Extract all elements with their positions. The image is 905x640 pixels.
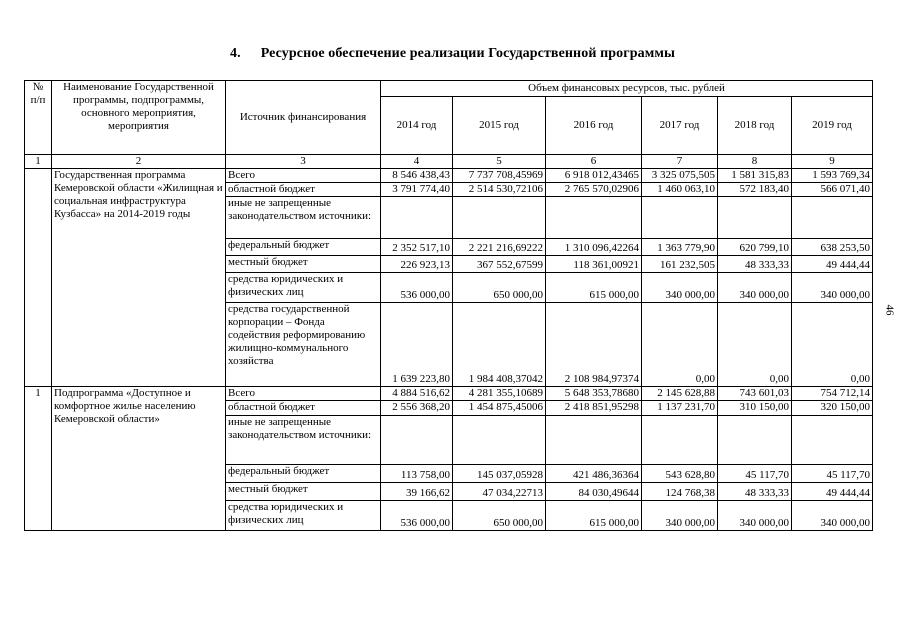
amount-cell: 367 552,67599	[453, 256, 546, 273]
funding-source: федеральный бюджет	[226, 239, 381, 256]
amount-cell: 84 030,49644	[546, 483, 642, 501]
amount-cell: 2 765 570,02906	[546, 183, 642, 197]
funding-source: местный бюджет	[226, 256, 381, 273]
column-index-2: 3	[226, 155, 381, 169]
resource-table	[24, 80, 873, 531]
amount-cell: 226 923,13	[381, 256, 453, 273]
funding-source: средства юридических и физических лиц	[226, 501, 381, 531]
amount-cell: 650 000,00	[453, 501, 546, 531]
amount-cell: 1 593 769,34	[792, 169, 873, 183]
amount-cell: 7 737 708,45969	[453, 169, 546, 183]
header-year-0: 2014 год	[381, 97, 453, 155]
amount-cell	[381, 197, 453, 239]
amount-cell: 1 984 408,37042	[453, 303, 546, 387]
amount-cell	[792, 197, 873, 239]
header-source: Источник финансирования	[226, 81, 381, 155]
amount-cell: 47 034,22713	[453, 483, 546, 501]
amount-cell: 145 037,05928	[453, 465, 546, 483]
amount-cell: 2 352 517,10	[381, 239, 453, 256]
amount-cell: 6 918 012,43465	[546, 169, 642, 183]
amount-cell: 572 183,40	[718, 183, 792, 197]
column-index-8: 9	[792, 155, 873, 169]
amount-cell	[381, 416, 453, 465]
amount-cell: 320 150,00	[792, 401, 873, 416]
amount-cell	[546, 197, 642, 239]
amount-cell	[642, 197, 718, 239]
amount-cell: 310 150,00	[718, 401, 792, 416]
header-year-1: 2015 год	[453, 97, 546, 155]
amount-cell: 118 361,00921	[546, 256, 642, 273]
amount-cell: 2 418 851,95298	[546, 401, 642, 416]
amount-cell: 620 799,10	[718, 239, 792, 256]
amount-cell: 340 000,00	[792, 273, 873, 303]
amount-cell: 536 000,00	[381, 501, 453, 531]
column-index-1: 2	[52, 155, 226, 169]
funding-source: областной бюджет	[226, 401, 381, 416]
program-number	[25, 169, 52, 387]
amount-cell: 638 253,50	[792, 239, 873, 256]
amount-cell	[546, 416, 642, 465]
header-year-5: 2019 год	[792, 97, 873, 155]
amount-cell: 2 556 368,20	[381, 401, 453, 416]
header-year-4: 2018 год	[718, 97, 792, 155]
subprogram-number: 1	[25, 387, 52, 531]
amount-cell: 49 444,44	[792, 256, 873, 273]
amount-cell: 754 712,14	[792, 387, 873, 401]
amount-cell: 0,00	[718, 303, 792, 387]
column-index-5: 6	[546, 155, 642, 169]
table-row	[25, 387, 873, 401]
amount-cell: 340 000,00	[642, 273, 718, 303]
amount-cell: 4 884 516,62	[381, 387, 453, 401]
amount-cell	[718, 197, 792, 239]
amount-cell: 0,00	[792, 303, 873, 387]
amount-cell: 615 000,00	[546, 501, 642, 531]
amount-cell: 2 145 628,88	[642, 387, 718, 401]
amount-cell: 421 486,36364	[546, 465, 642, 483]
amount-cell: 1 363 779,90	[642, 239, 718, 256]
amount-cell: 2 221 216,69222	[453, 239, 546, 256]
section-number: 4.	[230, 46, 241, 61]
program-name: Государственная программа Кемеровской области «Жилищная и социальная инфраструктура Кузбасса» на 2014-2019 годы	[52, 169, 226, 387]
amount-cell: 543 628,80	[642, 465, 718, 483]
funding-source: Всего	[226, 387, 381, 401]
amount-cell: 161 232,505	[642, 256, 718, 273]
amount-cell: 0,00	[642, 303, 718, 387]
table-row	[25, 169, 873, 183]
header-year-3: 2017 год	[642, 97, 718, 155]
amount-cell: 45 117,70	[718, 465, 792, 483]
amount-cell: 48 333,33	[718, 483, 792, 501]
funding-source: федеральный бюджет	[226, 465, 381, 483]
amount-cell: 566 071,40	[792, 183, 873, 197]
funding-source: Всего	[226, 169, 381, 183]
column-index-4: 5	[453, 155, 546, 169]
amount-cell: 2 108 984,97374	[546, 303, 642, 387]
amount-cell	[718, 416, 792, 465]
amount-cell: 45 117,70	[792, 465, 873, 483]
amount-cell: 1 460 063,10	[642, 183, 718, 197]
header-num: № п/п	[25, 81, 52, 155]
funding-source: местный бюджет	[226, 483, 381, 501]
column-index-6: 7	[642, 155, 718, 169]
amount-cell	[453, 416, 546, 465]
amount-cell: 1 454 875,45006	[453, 401, 546, 416]
amount-cell: 1 581 315,83	[718, 169, 792, 183]
amount-cell: 4 281 355,10689	[453, 387, 546, 401]
amount-cell: 124 768,38	[642, 483, 718, 501]
column-index-0: 1	[25, 155, 52, 169]
amount-cell: 1 137 231,70	[642, 401, 718, 416]
section-title	[0, 46, 905, 62]
funding-source: иные не запрещенные законодательством источники:	[226, 416, 381, 465]
column-index-3: 4	[381, 155, 453, 169]
amount-cell: 650 000,00	[453, 273, 546, 303]
header-volume: Объем финансовых ресурсов, тыс. рублей	[381, 81, 873, 97]
amount-cell: 3 325 075,505	[642, 169, 718, 183]
amount-cell: 48 333,33	[718, 256, 792, 273]
subprogram-name: Подпрограмма «Доступное и комфортное жилье населению Кемеровской области»	[52, 387, 226, 531]
header-year-2: 2016 год	[546, 97, 642, 155]
amount-cell: 340 000,00	[718, 501, 792, 531]
amount-cell: 536 000,00	[381, 273, 453, 303]
section-title-text: Ресурсное обеспечение реализации Государственной программы	[260, 46, 675, 61]
amount-cell: 340 000,00	[792, 501, 873, 531]
amount-cell	[453, 197, 546, 239]
amount-cell	[792, 416, 873, 465]
funding-source: областной бюджет	[226, 183, 381, 197]
amount-cell: 39 166,62	[381, 483, 453, 501]
amount-cell: 2 514 530,72106	[453, 183, 546, 197]
amount-cell: 49 444,44	[792, 483, 873, 501]
funding-source: средства государственной корпорации – Фонда содействия реформированию жилищно-коммунального хозяйства	[226, 303, 381, 387]
amount-cell: 1 310 096,42264	[546, 239, 642, 256]
amount-cell: 113 758,00	[381, 465, 453, 483]
amount-cell: 340 000,00	[642, 501, 718, 531]
header-name: Наименование Государственной программы, подпрограммы, основного мероприятия, мероприятия	[52, 81, 226, 155]
amount-cell: 1 639 223,80	[381, 303, 453, 387]
column-index-7: 8	[718, 155, 792, 169]
amount-cell: 743 601,03	[718, 387, 792, 401]
funding-source: средства юридических и физических лиц	[226, 273, 381, 303]
amount-cell: 3 791 774,40	[381, 183, 453, 197]
page-number: 46	[883, 304, 896, 316]
amount-cell: 615 000,00	[546, 273, 642, 303]
amount-cell	[642, 416, 718, 465]
amount-cell: 5 648 353,78680	[546, 387, 642, 401]
amount-cell: 340 000,00	[718, 273, 792, 303]
funding-source: иные не запрещенные законодательством источники:	[226, 197, 381, 239]
amount-cell: 8 546 438,43	[381, 169, 453, 183]
